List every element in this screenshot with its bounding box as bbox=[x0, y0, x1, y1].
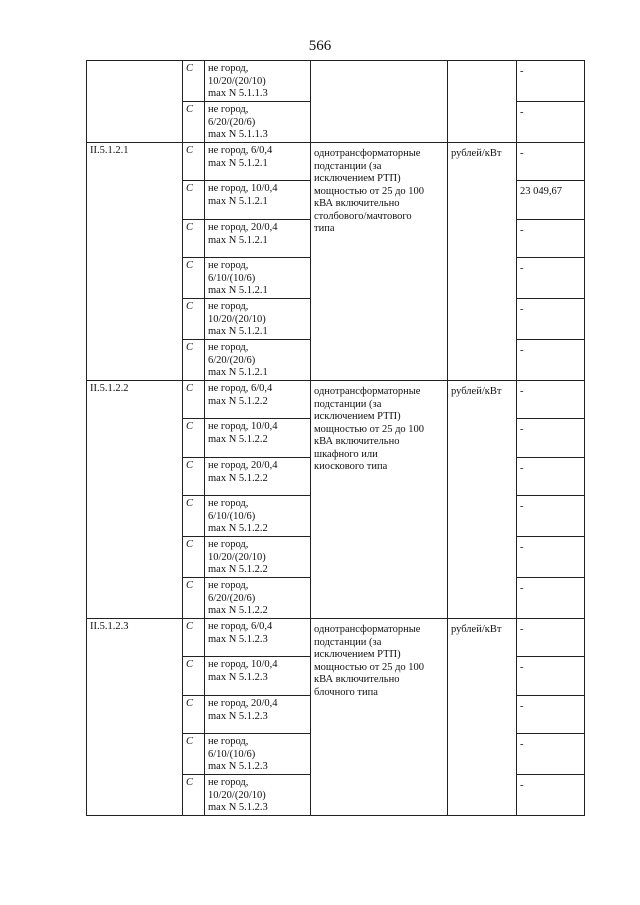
condition-cell bbox=[205, 61, 311, 102]
condition-line: max N 5.1.2.1 bbox=[208, 367, 268, 378]
value-cell bbox=[517, 657, 585, 696]
condition-line: не город, bbox=[208, 260, 249, 271]
condition-line: max N 5.1.2.1 bbox=[208, 157, 268, 169]
tariff-value: - bbox=[520, 463, 524, 474]
value-cell bbox=[517, 578, 585, 619]
category-letter-cell bbox=[183, 220, 205, 258]
condition-cell bbox=[205, 143, 311, 181]
category-letter: C bbox=[186, 580, 194, 591]
condition-cell bbox=[205, 381, 311, 419]
unit-cell bbox=[448, 619, 517, 816]
category-letter-cell bbox=[183, 537, 205, 578]
description-line: типа bbox=[314, 223, 335, 234]
condition-line: max N 5.1.2.3 bbox=[208, 633, 268, 645]
category-letter: C bbox=[186, 498, 194, 509]
category-letter-cell bbox=[183, 657, 205, 696]
tariff-value: - bbox=[520, 424, 524, 435]
unit-label: рублей/кВт bbox=[451, 386, 502, 397]
condition-line: не город, 20/0,4 bbox=[208, 222, 278, 233]
unit-cell bbox=[448, 61, 517, 143]
description-line: мощностью от 25 до 100 bbox=[314, 661, 425, 673]
category-letter: C bbox=[186, 104, 194, 115]
category-letter: C bbox=[186, 736, 194, 747]
condition-line: max N 5.1.2.1 bbox=[208, 285, 268, 296]
category-letter-cell bbox=[183, 696, 205, 734]
condition-line: не город, 10/0,4 bbox=[208, 421, 278, 432]
value-cell bbox=[517, 181, 585, 220]
category-letter: C bbox=[186, 183, 194, 194]
condition-cell bbox=[205, 775, 311, 816]
condition-line: не город, bbox=[208, 539, 249, 550]
condition-line: 10/20/(20/10) bbox=[208, 75, 266, 87]
unit-cell bbox=[448, 381, 517, 619]
item-code: II.5.1.2.2 bbox=[90, 383, 129, 394]
description-line: шкафного или bbox=[314, 448, 378, 460]
category-letter-cell bbox=[183, 578, 205, 619]
tariff-value: - bbox=[520, 304, 524, 315]
description-line: столбового/мачтового bbox=[314, 210, 412, 222]
category-letter-cell bbox=[183, 61, 205, 102]
item-code-cell bbox=[87, 61, 183, 143]
condition-cell bbox=[205, 734, 311, 775]
table-row bbox=[87, 619, 585, 657]
condition-line: не город, bbox=[208, 342, 249, 353]
tariff-value: - bbox=[520, 386, 524, 397]
description-line: подстанции (за bbox=[314, 636, 382, 648]
category-letter: C bbox=[186, 260, 194, 271]
value-cell bbox=[517, 419, 585, 458]
description-line: киоскового типа bbox=[314, 461, 388, 472]
value-cell bbox=[517, 381, 585, 419]
condition-line: 6/10/(10/6) bbox=[208, 510, 256, 522]
value-cell bbox=[517, 734, 585, 775]
description-line: однотрансформаторные bbox=[314, 386, 421, 397]
condition-line: не город, 10/0,4 bbox=[208, 659, 278, 670]
value-cell bbox=[517, 775, 585, 816]
category-letter: C bbox=[186, 621, 194, 632]
condition-cell bbox=[205, 220, 311, 258]
description-line: блочного типа bbox=[314, 686, 378, 698]
description-line: однотрансформаторные bbox=[314, 624, 421, 635]
category-letter-cell bbox=[183, 299, 205, 340]
value-cell bbox=[517, 258, 585, 299]
value-cell bbox=[517, 340, 585, 381]
description-cell bbox=[311, 381, 448, 619]
description-line: кВА включительно bbox=[314, 674, 400, 685]
description-line: мощностью от 25 до 100 bbox=[314, 185, 425, 197]
condition-line: max N 5.1.2.1 bbox=[208, 326, 268, 337]
tariff-value: - bbox=[520, 542, 524, 553]
condition-line: не город, bbox=[208, 301, 249, 312]
table-row bbox=[87, 143, 585, 181]
item-code-cell bbox=[87, 619, 183, 816]
condition-line: max N 5.1.2.2 bbox=[208, 605, 268, 616]
condition-line: 6/20/(20/6) bbox=[208, 116, 256, 128]
category-letter-cell bbox=[183, 419, 205, 458]
value-cell bbox=[517, 496, 585, 537]
value-cell bbox=[517, 619, 585, 657]
condition-line: max N 5.1.1.3 bbox=[208, 88, 268, 99]
category-letter: C bbox=[186, 301, 194, 312]
value-cell bbox=[517, 102, 585, 143]
unit-label: рублей/кВт bbox=[451, 148, 502, 159]
category-letter-cell bbox=[183, 458, 205, 496]
condition-line: max N 5.1.2.1 bbox=[208, 234, 268, 246]
condition-cell bbox=[205, 419, 311, 458]
value-cell bbox=[517, 458, 585, 496]
category-letter: C bbox=[186, 383, 194, 394]
condition-line: 6/20/(20/6) bbox=[208, 592, 256, 604]
tariff-value: - bbox=[520, 66, 524, 77]
condition-line: max N 5.1.2.3 bbox=[208, 761, 268, 772]
condition-line: не город, 6/0,4 bbox=[208, 383, 273, 394]
category-letter: C bbox=[186, 659, 194, 670]
description-line: исключением РТП) bbox=[314, 649, 401, 660]
condition-line: не город, bbox=[208, 498, 249, 509]
condition-cell bbox=[205, 496, 311, 537]
condition-cell bbox=[205, 102, 311, 143]
item-code-cell bbox=[87, 143, 183, 381]
value-cell bbox=[517, 299, 585, 340]
condition-line: не город, bbox=[208, 736, 249, 747]
category-letter: C bbox=[186, 342, 194, 353]
category-letter-cell bbox=[183, 734, 205, 775]
condition-line: 6/20/(20/6) bbox=[208, 354, 256, 366]
condition-cell bbox=[205, 619, 311, 657]
condition-cell bbox=[205, 299, 311, 340]
tariff-table-body bbox=[87, 61, 585, 816]
category-letter-cell bbox=[183, 258, 205, 299]
condition-cell bbox=[205, 657, 311, 696]
condition-line: max N 5.1.2.3 bbox=[208, 802, 268, 813]
tariff-value: - bbox=[520, 148, 524, 159]
condition-line: не город, 10/0,4 bbox=[208, 183, 278, 194]
tariff-value: - bbox=[520, 225, 524, 236]
tariff-value: - bbox=[520, 263, 524, 274]
description-cell bbox=[311, 619, 448, 816]
condition-line: 10/20/(20/10) bbox=[208, 313, 266, 325]
category-letter-cell bbox=[183, 181, 205, 220]
condition-line: max N 5.1.1.3 bbox=[208, 129, 268, 140]
category-letter-cell bbox=[183, 619, 205, 657]
tariff-value: - bbox=[520, 345, 524, 356]
condition-line: не город, 20/0,4 bbox=[208, 698, 278, 709]
description-line: однотрансформаторные bbox=[314, 148, 421, 159]
category-letter: C bbox=[186, 539, 194, 550]
description-line: исключением РТП) bbox=[314, 411, 401, 422]
tariff-value: - bbox=[520, 662, 524, 673]
category-letter-cell bbox=[183, 340, 205, 381]
item-code-cell bbox=[87, 381, 183, 619]
condition-line: 10/20/(20/10) bbox=[208, 551, 266, 563]
value-cell bbox=[517, 220, 585, 258]
condition-line: max N 5.1.2.2 bbox=[208, 433, 268, 445]
condition-line: не город, bbox=[208, 104, 249, 115]
description-line: подстанции (за bbox=[314, 398, 382, 410]
condition-line: не город, bbox=[208, 63, 249, 74]
item-code: II.5.1.2.1 bbox=[90, 145, 129, 156]
tariff-value: - bbox=[520, 701, 524, 712]
condition-line: не город, bbox=[208, 777, 249, 788]
condition-cell bbox=[205, 578, 311, 619]
condition-cell bbox=[205, 181, 311, 220]
table-row bbox=[87, 381, 585, 419]
condition-line: 6/10/(10/6) bbox=[208, 748, 256, 760]
tariff-value: - bbox=[520, 583, 524, 594]
condition-line: не город, 20/0,4 bbox=[208, 460, 278, 471]
condition-line: 6/10/(10/6) bbox=[208, 272, 256, 284]
condition-line: max N 5.1.2.3 bbox=[208, 671, 268, 683]
condition-line: max N 5.1.2.2 bbox=[208, 564, 268, 575]
condition-line: не город, bbox=[208, 580, 249, 591]
condition-line: max N 5.1.2.2 bbox=[208, 395, 268, 407]
category-letter-cell bbox=[183, 496, 205, 537]
page-number: 566 bbox=[308, 38, 332, 54]
description-line: мощностью от 25 до 100 bbox=[314, 423, 425, 435]
description-cell bbox=[311, 143, 448, 381]
category-letter-cell bbox=[183, 775, 205, 816]
unit-cell bbox=[448, 143, 517, 381]
condition-cell bbox=[205, 458, 311, 496]
condition-line: не город, 6/0,4 bbox=[208, 621, 273, 632]
tariff-table bbox=[86, 60, 585, 816]
category-letter: C bbox=[186, 421, 194, 432]
condition-line: max N 5.1.2.2 bbox=[208, 523, 268, 534]
description-line: кВА включительно bbox=[314, 198, 400, 209]
value-cell bbox=[517, 143, 585, 181]
tariff-value: 23 049,67 bbox=[520, 186, 562, 197]
table-row bbox=[87, 61, 585, 102]
condition-cell bbox=[205, 696, 311, 734]
category-letter: C bbox=[186, 698, 194, 709]
tariff-value: - bbox=[520, 107, 524, 118]
description-line: кВА включительно bbox=[314, 436, 400, 447]
category-letter: C bbox=[186, 777, 194, 788]
unit-label: рублей/кВт bbox=[451, 624, 502, 635]
category-letter: C bbox=[186, 460, 194, 471]
tariff-value: - bbox=[520, 501, 524, 512]
tariff-value: - bbox=[520, 780, 524, 791]
category-letter-cell bbox=[183, 381, 205, 419]
value-cell bbox=[517, 537, 585, 578]
description-line: подстанции (за bbox=[314, 160, 382, 172]
condition-line: max N 5.1.2.2 bbox=[208, 472, 268, 484]
condition-line: 10/20/(20/10) bbox=[208, 789, 266, 801]
category-letter-cell bbox=[183, 143, 205, 181]
category-letter: C bbox=[186, 63, 194, 74]
category-letter: C bbox=[186, 145, 194, 156]
condition-line: max N 5.1.2.1 bbox=[208, 195, 268, 207]
value-cell bbox=[517, 696, 585, 734]
category-letter: C bbox=[186, 222, 194, 233]
condition-cell bbox=[205, 537, 311, 578]
condition-line: не город, 6/0,4 bbox=[208, 145, 273, 156]
value-cell bbox=[517, 61, 585, 102]
description-line: исключением РТП) bbox=[314, 173, 401, 184]
condition-line: max N 5.1.2.3 bbox=[208, 710, 268, 722]
tariff-value: - bbox=[520, 624, 524, 635]
description-cell bbox=[311, 61, 448, 143]
category-letter-cell bbox=[183, 102, 205, 143]
condition-cell bbox=[205, 258, 311, 299]
condition-cell bbox=[205, 340, 311, 381]
item-code: II.5.1.2.3 bbox=[90, 621, 129, 632]
tariff-value: - bbox=[520, 739, 524, 750]
